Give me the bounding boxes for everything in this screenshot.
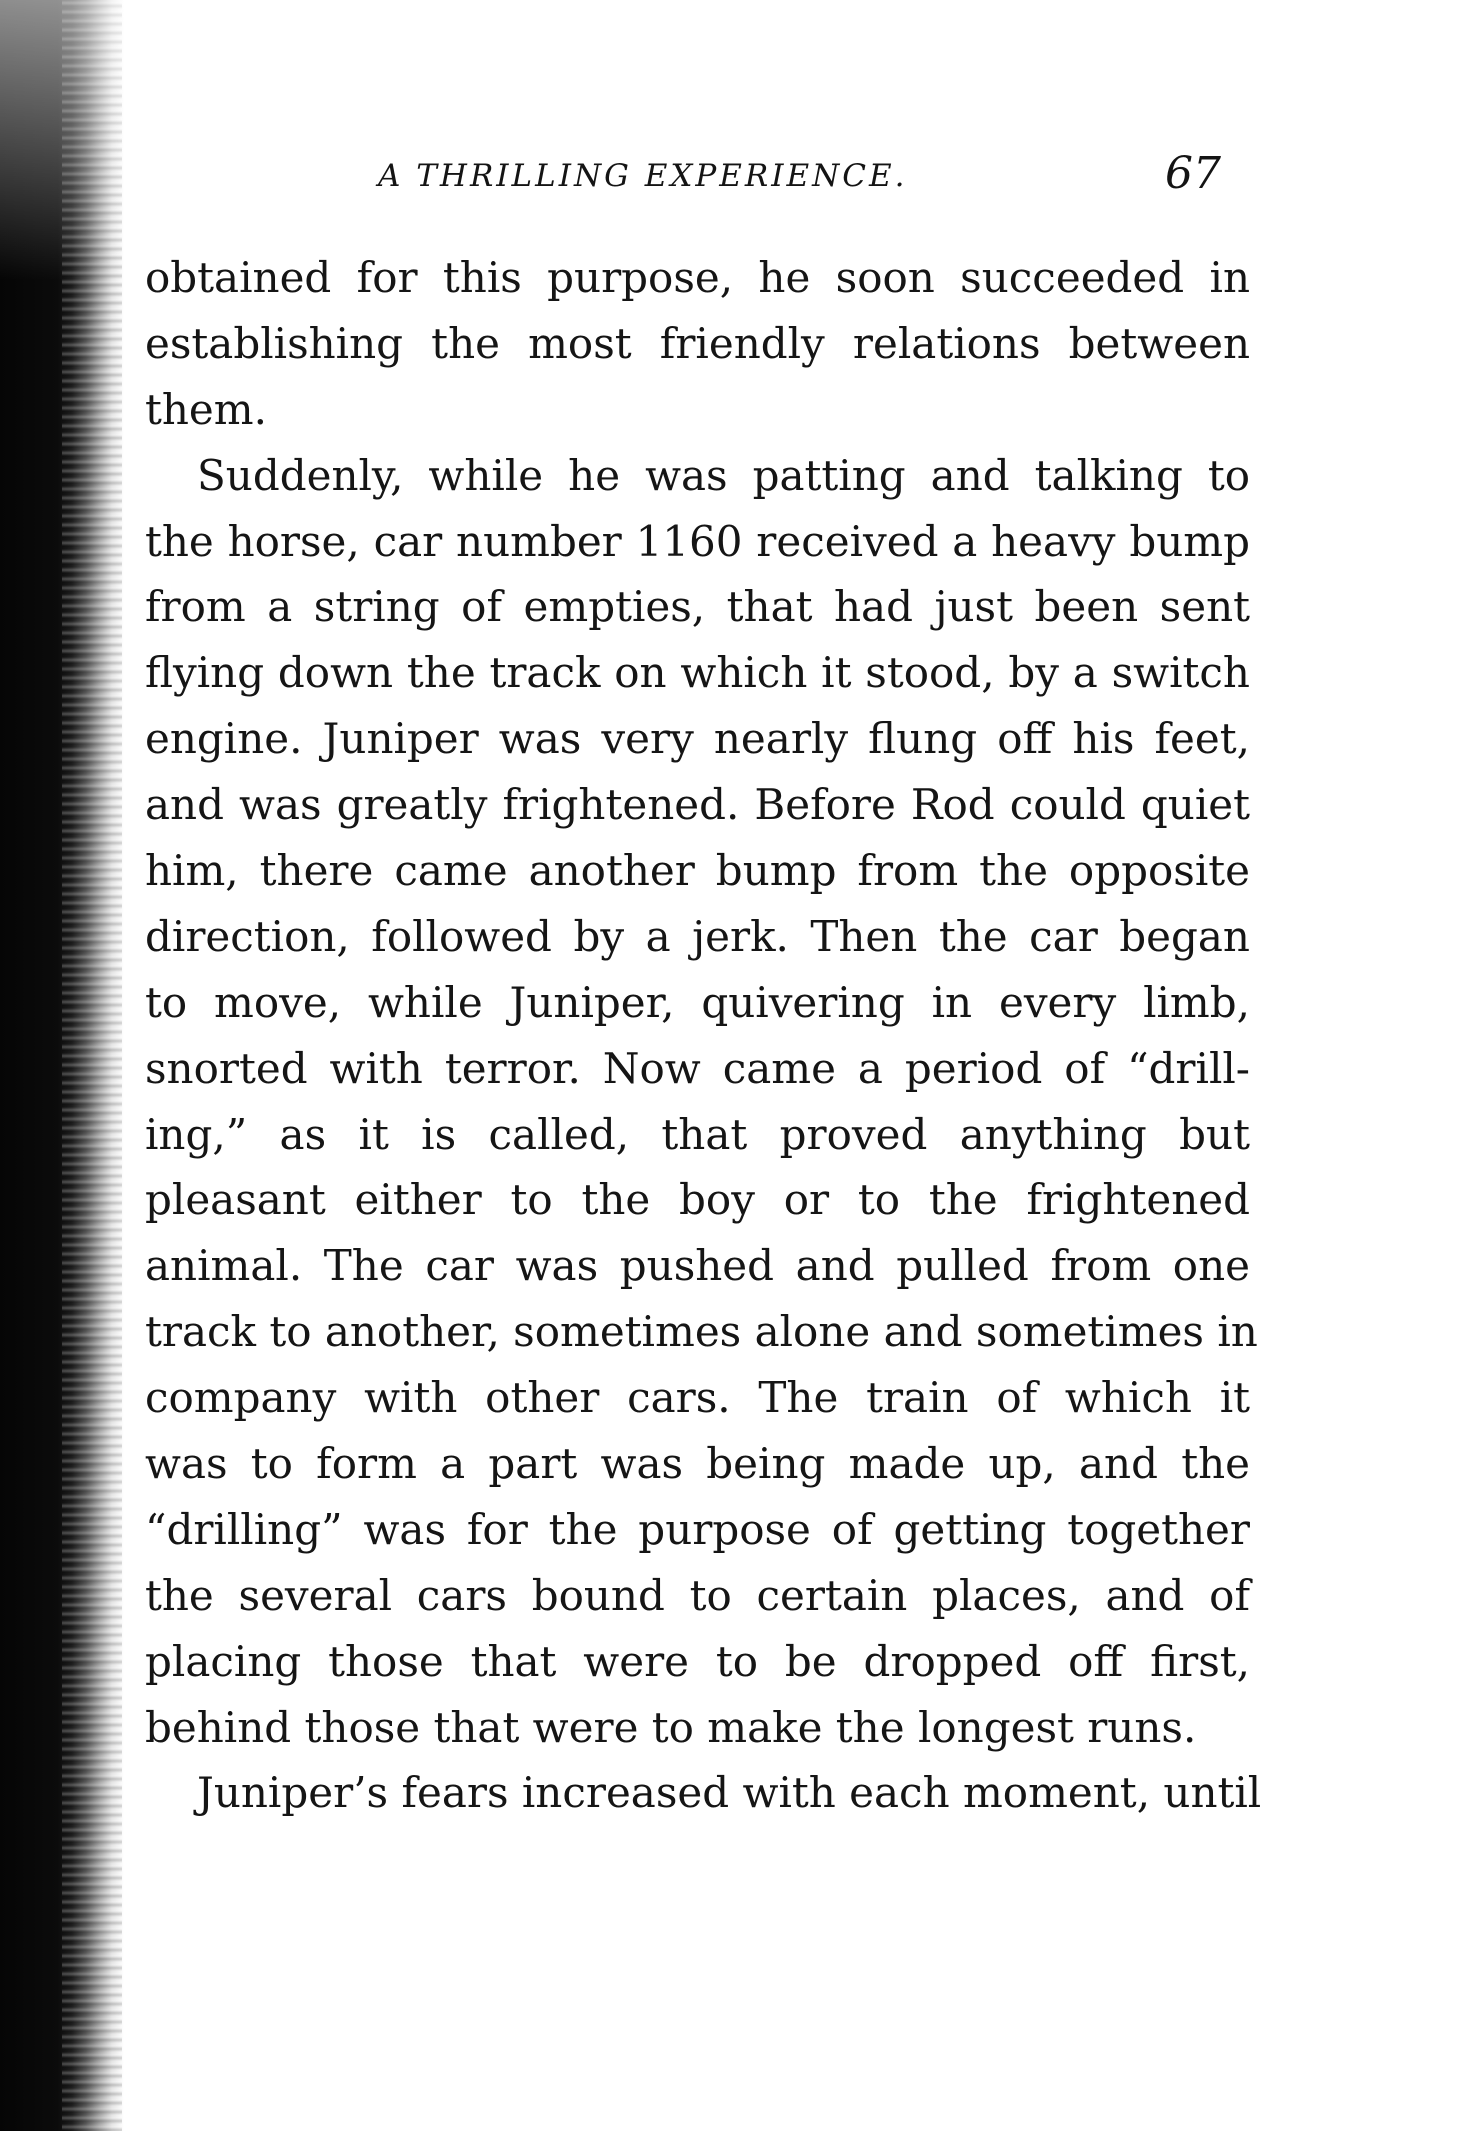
body-text bbox=[145, 245, 1262, 1826]
paragraph-start-line: Juniper’s fears increased with each moment, until bbox=[197, 1768, 1262, 1818]
text-line: placing those that were to be dropped off first, bbox=[145, 1636, 1250, 1686]
text-line: him, there came another bump from the opposite bbox=[145, 846, 1250, 896]
scanned-page-edge-fade bbox=[0, 0, 125, 280]
text-line: was to form a part was being made up, and the bbox=[145, 1439, 1250, 1489]
paragraph-start-line: Suddenly, while he was patting and talking to bbox=[197, 450, 1250, 500]
text-line: track to another, sometimes alone and sometimes in bbox=[145, 1307, 1258, 1357]
text-line: direction, followed by a jerk. Then the car began bbox=[145, 911, 1250, 961]
text-line: “drilling” was for the purpose of getting together bbox=[145, 1504, 1250, 1554]
text-line: from a string of empties, that had just been sent bbox=[145, 582, 1250, 632]
text-line: and was greatly frightened. Before Rod could quiet bbox=[145, 780, 1250, 830]
text-line: establishing the most friendly relations between bbox=[145, 318, 1250, 368]
scanned-page-edge bbox=[0, 0, 125, 2131]
page-number: 67 bbox=[1165, 148, 1221, 199]
text-line: to move, while Juniper, quivering in every limb, bbox=[145, 977, 1250, 1027]
running-head: A THRILLING EXPERIENCE. bbox=[378, 158, 908, 194]
text-line: the several cars bound to certain places, and of bbox=[145, 1570, 1250, 1620]
text-line: ing,” as it is called, that proved anything but bbox=[145, 1109, 1250, 1159]
text-line: company with other cars. The train of which it bbox=[145, 1373, 1250, 1423]
text-line: animal. The car was pushed and pulled from one bbox=[145, 1241, 1250, 1291]
text-line: obtained for this purpose, he soon succeeded in bbox=[145, 253, 1250, 302]
text-line: engine. Juniper was very nearly flung off his feet, bbox=[145, 714, 1250, 764]
text-line: the horse, car number 1160 received a heavy bump bbox=[145, 516, 1250, 566]
text-line: pleasant either to the boy or to the frightened bbox=[145, 1175, 1250, 1225]
text-line: flying down the track on which it stood, by a switch bbox=[145, 648, 1250, 698]
text-line: snorted with terror. Now came a period of “drill- bbox=[145, 1043, 1250, 1093]
text-line: behind those that were to make the longest runs. bbox=[145, 1702, 1197, 1752]
text-line: them. bbox=[145, 384, 267, 434]
